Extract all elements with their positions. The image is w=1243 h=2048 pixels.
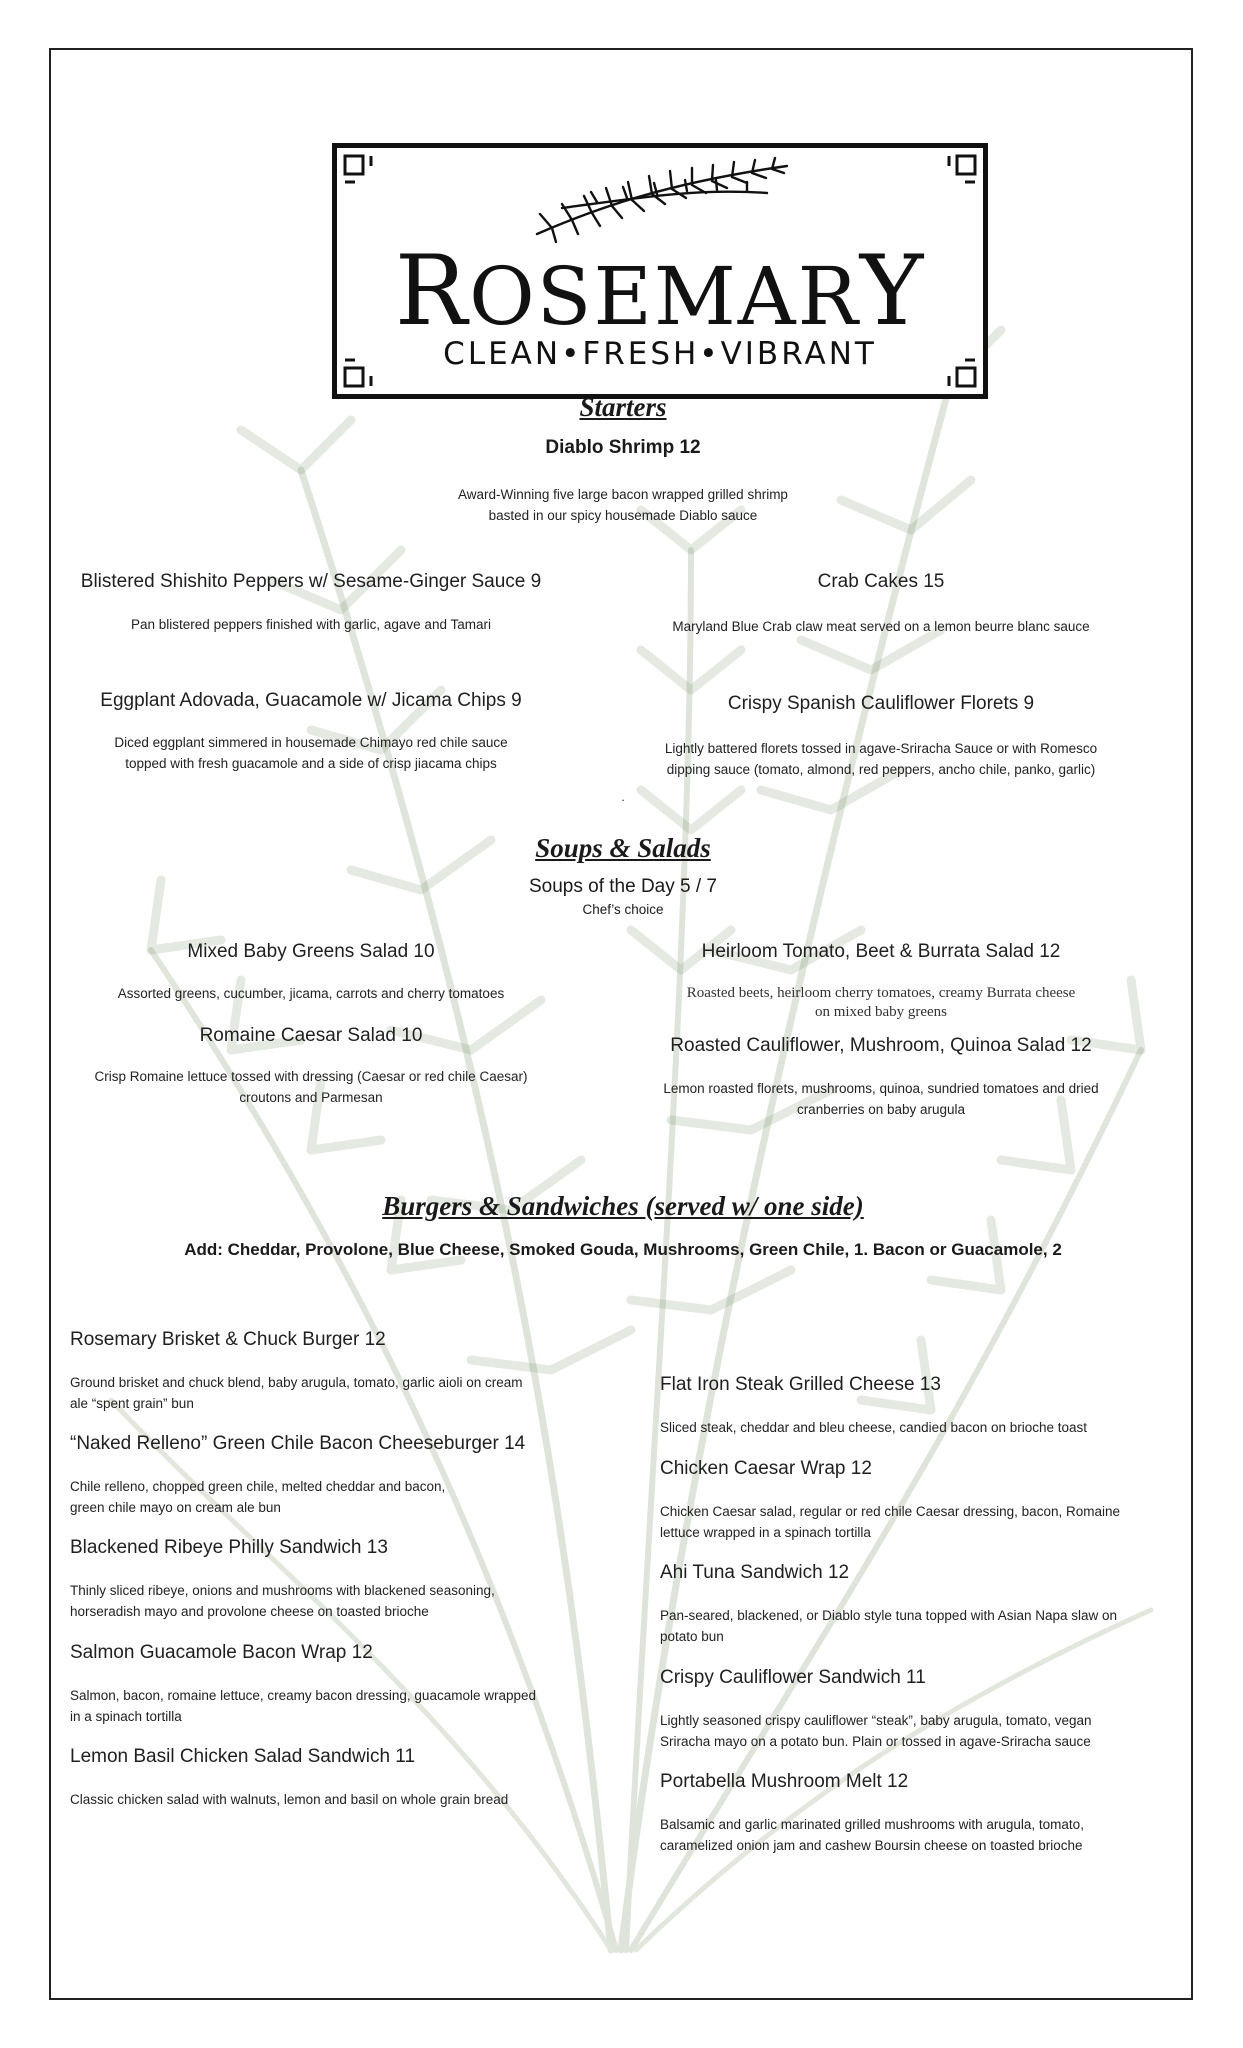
sandwich-item-name: Chicken Caesar Wrap 12 <box>660 1458 872 1479</box>
sandwich-item-name: Rosemary Brisket & Chuck Burger 12 <box>70 1329 386 1350</box>
sandwich-item-name: Portabella Mushroom Melt 12 <box>660 1771 909 1792</box>
menu-page <box>49 48 1193 2000</box>
sandwich-item-desc-1: Sliced steak, cheddar and bleu cheese, candied bacon on brioche toast <box>660 1420 1088 1435</box>
salad-item-desc: Assorted greens, cucumber, jicama, carrots and cherry tomatoes <box>117 986 505 1001</box>
logo-name-middle: OSEMAR <box>469 250 860 343</box>
sandwich-item-desc-2: horseradish mayo and provolone cheese on toasted brioche <box>70 1604 429 1619</box>
logo-tagline: CLEAN•FRESH•VIBRANT <box>443 336 877 372</box>
starter-item-name: Crab Cakes 15 <box>817 571 945 592</box>
starter-item-desc-1: Lightly battered florets tossed in agave-Sriracha Sauce or with Romesco <box>664 741 1098 756</box>
starter-item-desc-2: topped with fresh guacamole and a side of crisp jiacama chips <box>125 756 497 771</box>
soup-of-day-desc: Chef’s choice <box>582 902 664 917</box>
sandwich-item-desc-1: Thinly sliced ribeye, onions and mushrooms with blackened seasoning, <box>70 1583 495 1598</box>
starter-item-desc: Maryland Blue Crab claw meat served on a lemon beurre blanc sauce <box>672 619 1090 634</box>
starter-item-name: Eggplant Adovada, Guacamole w/ Jicama Chips 9 <box>100 690 522 711</box>
sandwich-item-name: Lemon Basil Chicken Salad Sandwich 11 <box>70 1746 416 1767</box>
starter-item-desc-2: dipping sauce (tomato, almond, red peppers, ancho chile, panko, garlic) <box>666 762 1096 777</box>
sandwich-item-desc-2: potato bun <box>660 1629 724 1644</box>
sandwich-item-desc-1: Salmon, bacon, romaine lettuce, creamy bacon dressing, guacamole wrapped <box>70 1688 537 1703</box>
salad-item-name: Roasted Cauliflower, Mushroom, Quinoa Salad 12 <box>670 1035 1092 1056</box>
starter-item-name: Crispy Spanish Cauliflower Florets 9 <box>727 693 1035 714</box>
salad-item-name: Romaine Caesar Salad 10 <box>199 1025 423 1046</box>
sandwich-item-name: Flat Iron Steak Grilled Cheese 13 <box>660 1374 941 1395</box>
sandwich-item-desc-2: Sriracha mayo on a potato bun. Plain or tossed in agave-Sriracha sauce <box>660 1734 1091 1749</box>
soups-salads-heading: Soups & Salads <box>535 833 711 863</box>
salad-item-desc-2: on mixed baby greens <box>814 1004 948 1020</box>
sandwich-item-name: Ahi Tuna Sandwich 12 <box>660 1562 850 1583</box>
sandwich-item-desc-1: Balsamic and garlic marinated grilled mushrooms with arugula, tomato, <box>660 1817 1084 1832</box>
sandwich-item-desc-2: green chile mayo on cream ale bun <box>70 1500 281 1515</box>
logo-name <box>337 235 983 347</box>
starter-item-desc: Pan blistered peppers finished with garlic, agave and Tamari <box>131 617 491 632</box>
burgers-heading: Burgers & Sandwiches (served w/ one side) <box>382 1191 864 1221</box>
sandwich-item-desc-1: Ground brisket and chuck blend, baby arugula, tomato, garlic aioli on cream <box>70 1375 523 1390</box>
soup-of-day-name: Soups of the Day 5 / 7 <box>528 876 717 897</box>
burgers-addons: Add: Cheddar, Provolone, Blue Cheese, Smoked Gouda, Mushrooms, Green Chile, 1. Bacon or Guacamole, 2 <box>184 1240 1062 1259</box>
salad-item-desc-1: Roasted beets, heirloom cherry tomatoes, creamy Burrata cheese <box>686 985 1076 1001</box>
sandwich-item-desc-2: in a spinach tortilla <box>70 1709 182 1724</box>
salad-item-desc-1: Lemon roasted florets, mushrooms, quinoa, sundried tomatoes and dried <box>663 1081 1099 1096</box>
sandwich-item-desc-2: caramelized onion jam and cashew Boursin cheese on toasted brioche <box>660 1838 1083 1853</box>
salad-item-name: Mixed Baby Greens Salad 10 <box>187 941 435 962</box>
salad-item-name: Heirloom Tomato, Beet & Burrata Salad 12 <box>701 941 1061 962</box>
starter-item-desc-1: Diced eggplant simmered in housemade Chimayo red chile sauce <box>114 735 508 750</box>
logo-name-initial: R <box>394 235 470 347</box>
sandwich-item-desc-2: ale “spent grain” bun <box>70 1396 194 1411</box>
starters-heading: Starters <box>579 392 667 422</box>
sandwich-item-name: Blackened Ribeye Philly Sandwich 13 <box>70 1537 388 1558</box>
salad-item-desc-2: croutons and Parmesan <box>239 1090 383 1105</box>
starter-featured-name: Diablo Shrimp 12 <box>545 437 701 458</box>
sandwich-item-name: Crispy Cauliflower Sandwich 11 <box>660 1667 926 1688</box>
salad-item-desc-2: cranberries on baby arugula <box>796 1102 966 1117</box>
salad-item-desc-1: Crisp Romaine lettuce tossed with dressing (Caesar or red chile Caesar) <box>94 1069 528 1084</box>
starter-featured-desc-2: basted in our spicy housemade Diablo sauce <box>488 508 758 523</box>
sandwich-item-desc-1: Lightly seasoned crispy cauliflower “steak”, baby arugula, tomato, vegan <box>660 1713 1092 1728</box>
sandwich-item-desc-1: Chile relleno, chopped green chile, melted cheddar and bacon, <box>70 1479 446 1494</box>
sandwich-item-name: “Naked Relleno” Green Chile Bacon Cheeseburger 14 <box>70 1433 526 1454</box>
sandwich-item-desc-1: Classic chicken salad with walnuts, lemon and basil on whole grain bread <box>70 1792 509 1807</box>
stray-dot: . <box>621 790 625 804</box>
rosemary-logo <box>332 143 988 399</box>
sandwich-item-desc-2: lettuce wrapped in a spinach tortilla <box>660 1525 871 1540</box>
sandwich-item-desc-1: Chicken Caesar salad, regular or red chile Caesar dressing, bacon, Romaine <box>660 1504 1120 1519</box>
starter-featured-desc-1: Award-Winning five large bacon wrapped grilled shrimp <box>458 487 788 502</box>
sandwich-item-desc-1: Pan-seared, blackened, or Diablo style tuna topped with Asian Napa slaw on <box>660 1608 1118 1623</box>
sandwich-item-name: Salmon Guacamole Bacon Wrap 12 <box>70 1642 373 1663</box>
starter-item-name: Blistered Shishito Peppers w/ Sesame-Ginger Sauce 9 <box>80 571 542 592</box>
logo-name-final: Y <box>859 235 926 347</box>
